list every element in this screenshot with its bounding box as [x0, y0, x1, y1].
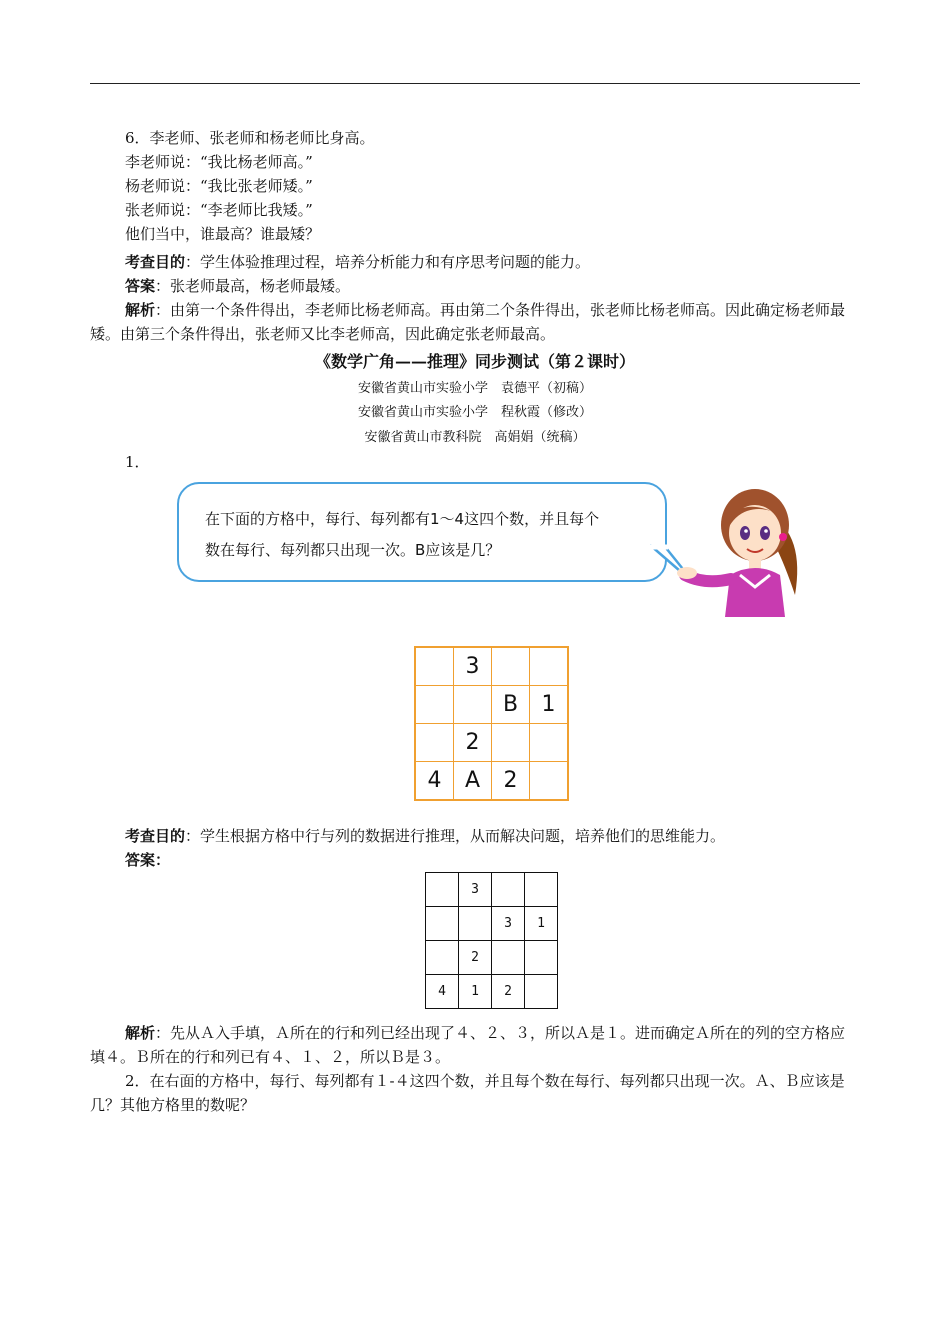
- credit-draft: 安徽省黄山市实验小学 袁德平（初稿）: [357, 381, 592, 396]
- q1-purpose: 考查目的：学生根据方格中行与列的数据进行推理，从而解决问题，培养他们的思维能力。: [125, 827, 726, 845]
- grid-cell: [415, 724, 454, 762]
- answer-row: [426, 941, 558, 975]
- grid-cell: 2: [492, 762, 530, 801]
- puzzle-grid: [414, 646, 569, 801]
- grid-cell: 3: [454, 647, 492, 686]
- bubble-line-1: 在下面的方格中，每行、每列都有1～4这四个数，并且每个: [205, 510, 600, 528]
- section-title: 《数学广角——推理》同步测试（第２课时）: [314, 352, 635, 371]
- grid-cell: [492, 647, 530, 686]
- teacher-girl-illustration: [675, 475, 815, 625]
- q6-li-says: 李老师说：“我比杨老师高。”: [125, 153, 313, 171]
- grid-cell: 4: [415, 762, 454, 801]
- answer-cell: 1: [459, 975, 492, 1009]
- grid-row: [415, 724, 568, 762]
- answer-cell: [525, 975, 558, 1009]
- grid-cell: [530, 724, 569, 762]
- q6-purpose: 考查目的：学生体验推理过程，培养分析能力和有序思考问题的能力。: [125, 253, 591, 271]
- answer-cell: 3: [459, 873, 492, 907]
- grid-cell: A: [454, 762, 492, 801]
- grid-row: [415, 762, 568, 801]
- analysis-label: 解析: [125, 301, 156, 319]
- answer-cell: [492, 873, 525, 907]
- answer-row: [426, 975, 558, 1009]
- q6-analysis: 解析：由第一个条件得出，李老师比杨老师高。再由第二个条件得出，张老师比杨老师高。因此确定杨老师最矮。由第三个条件得出，张老师又比李老师高，因此确定张老师最高。: [90, 301, 846, 343]
- credit-revise: 安徽省黄山市实验小学 程秋霞（修改）: [357, 405, 592, 420]
- answer-cell: [525, 941, 558, 975]
- answer-cell: [426, 873, 459, 907]
- grid-cell: [415, 686, 454, 724]
- grid-row: [415, 647, 568, 686]
- answer-cell: [525, 873, 558, 907]
- grid-cell: [454, 686, 492, 724]
- grid-cell: [530, 762, 569, 801]
- q6-question: 他们当中，谁最高？谁最矮？: [125, 225, 321, 243]
- q1-number: 1．: [125, 453, 150, 471]
- answer-cell: [426, 941, 459, 975]
- answer-cell: 1: [525, 907, 558, 941]
- grid-cell: B: [492, 686, 530, 724]
- credit-compile: 安徽省黄山市教科院 高娟娟（统稿）: [364, 430, 586, 445]
- grid-cell: 2: [454, 724, 492, 762]
- answer-row: [426, 873, 558, 907]
- purpose-label: 考查目的: [125, 827, 186, 845]
- answer-cell: 4: [426, 975, 459, 1009]
- answer-row: [426, 907, 558, 941]
- answer-label: 答案：: [125, 851, 171, 869]
- purpose-label: 考查目的: [125, 253, 186, 271]
- answer-label: 答案: [125, 277, 156, 295]
- q6-zhang-says: 张老师说：“李老师比我矮。”: [125, 201, 313, 219]
- answer-cell: 3: [492, 907, 525, 941]
- bubble-line-2: 数在每行、每列都只出现一次。B应该是几？: [205, 541, 501, 559]
- grid-cell: [492, 724, 530, 762]
- answer-cell: 2: [492, 975, 525, 1009]
- answer-grid: [425, 872, 558, 1009]
- grid-row: [415, 686, 568, 724]
- answer-cell: [426, 907, 459, 941]
- q1-answer: [90, 848, 860, 872]
- header-rule: [90, 83, 860, 84]
- answer-cell: [492, 941, 525, 975]
- q6-heading: 6．李老师、张老师和杨老师比身高。: [125, 129, 375, 147]
- bubble-text: [205, 504, 665, 566]
- grid-cell: 1: [530, 686, 569, 724]
- q2-text: 2．在右面的方格中，每行、每列都有１-４这四个数，并且每个数在每行、每列都只出现一次。Ａ、Ｂ应该是几？其他方格里的数呢？: [90, 1072, 845, 1114]
- answer-cell: [459, 907, 492, 941]
- q6-answer: 答案：张老师最高，杨老师最矮。: [125, 277, 351, 295]
- grid-cell: [415, 647, 454, 686]
- answer-cell: 2: [459, 941, 492, 975]
- q1-analysis: 解析：先从Ａ入手填，Ａ所在的行和列已经出现了４、２、３，所以Ａ是１。进而确定Ａ所在的列的空方格应填４。Ｂ所在的行和列已有４、１、２，所以Ｂ是３。: [90, 1024, 846, 1066]
- analysis-label: 解析: [125, 1024, 156, 1042]
- grid-cell: [530, 647, 569, 686]
- q6-yang-says: 杨老师说：“我比张老师矮。”: [125, 177, 313, 195]
